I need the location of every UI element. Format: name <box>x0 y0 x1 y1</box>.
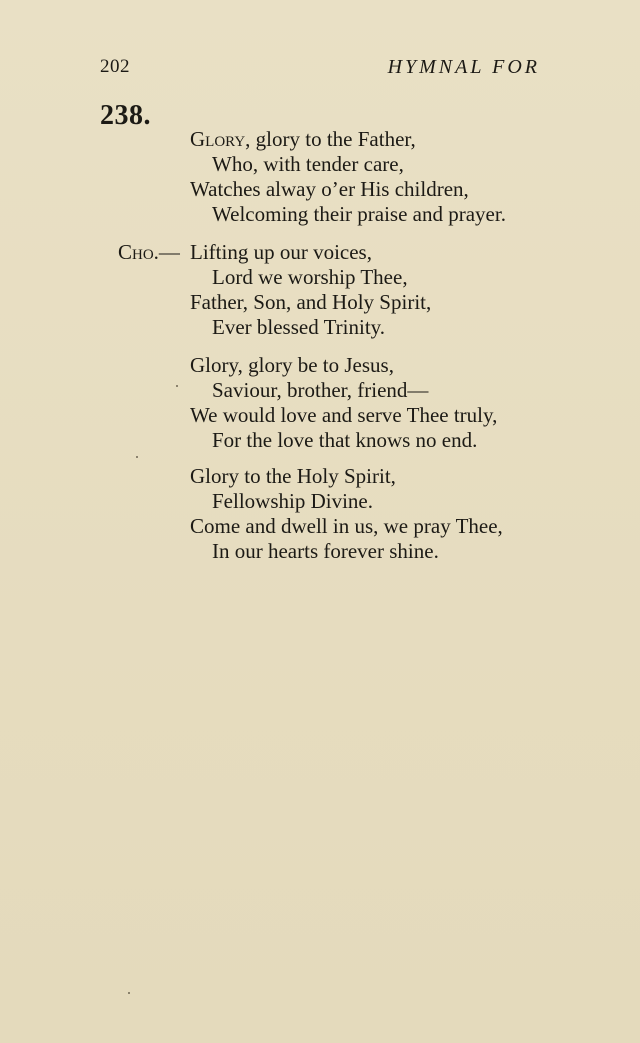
stanza-3-line-1: Glory to the Holy Spirit, <box>190 464 396 488</box>
running-title: HYMNAL FOR <box>387 56 540 78</box>
stanza-3-line-2: Fellowship Divine. <box>212 489 373 513</box>
paper-speck <box>128 992 130 994</box>
chorus-line-2: Lord we worship Thee, <box>212 265 408 289</box>
hymn-number: 238. <box>100 100 151 131</box>
stanza-3-line-4: In our hearts forever shine. <box>212 539 439 563</box>
stanza-1-first-word: Glory <box>190 127 246 151</box>
paper-speck <box>136 456 138 458</box>
stanza-1-line-1-rest: , glory to the Father, <box>245 127 416 151</box>
stanza-2-line-4: For the love that knows no end. <box>212 428 478 452</box>
stanza-1-line-1 <box>190 127 610 152</box>
stanza-2-line-1: Glory, glory be to Jesus, <box>190 353 394 377</box>
stanza-1-line-2: Who, with tender care, <box>212 152 404 176</box>
chorus-label: Cho.— <box>118 240 180 264</box>
chorus-line-1: Lifting up our voices, <box>190 240 372 264</box>
paper-speck <box>176 385 178 387</box>
stanza-2-line-2: Saviour, brother, friend— <box>212 378 429 402</box>
stanza-2-line-3: We would love and serve Thee truly, <box>190 403 498 427</box>
stanza-3-line-3: Come and dwell in us, we pray Thee, <box>190 514 503 538</box>
stanza-1-line-4: Welcoming their praise and prayer. <box>212 202 506 226</box>
stanza-1 <box>190 127 610 227</box>
chorus-line-4: Ever blessed Trinity. <box>212 315 386 339</box>
page-number: 202 <box>100 56 130 77</box>
chorus <box>190 240 610 340</box>
stanza-1-line-3: Watches alway o’er His children, <box>190 177 469 201</box>
stanza-3 <box>190 464 610 564</box>
chorus-line-3: Father, Son, and Holy Spirit, <box>190 290 432 314</box>
running-head <box>100 56 540 86</box>
stanza-2 <box>190 353 610 453</box>
